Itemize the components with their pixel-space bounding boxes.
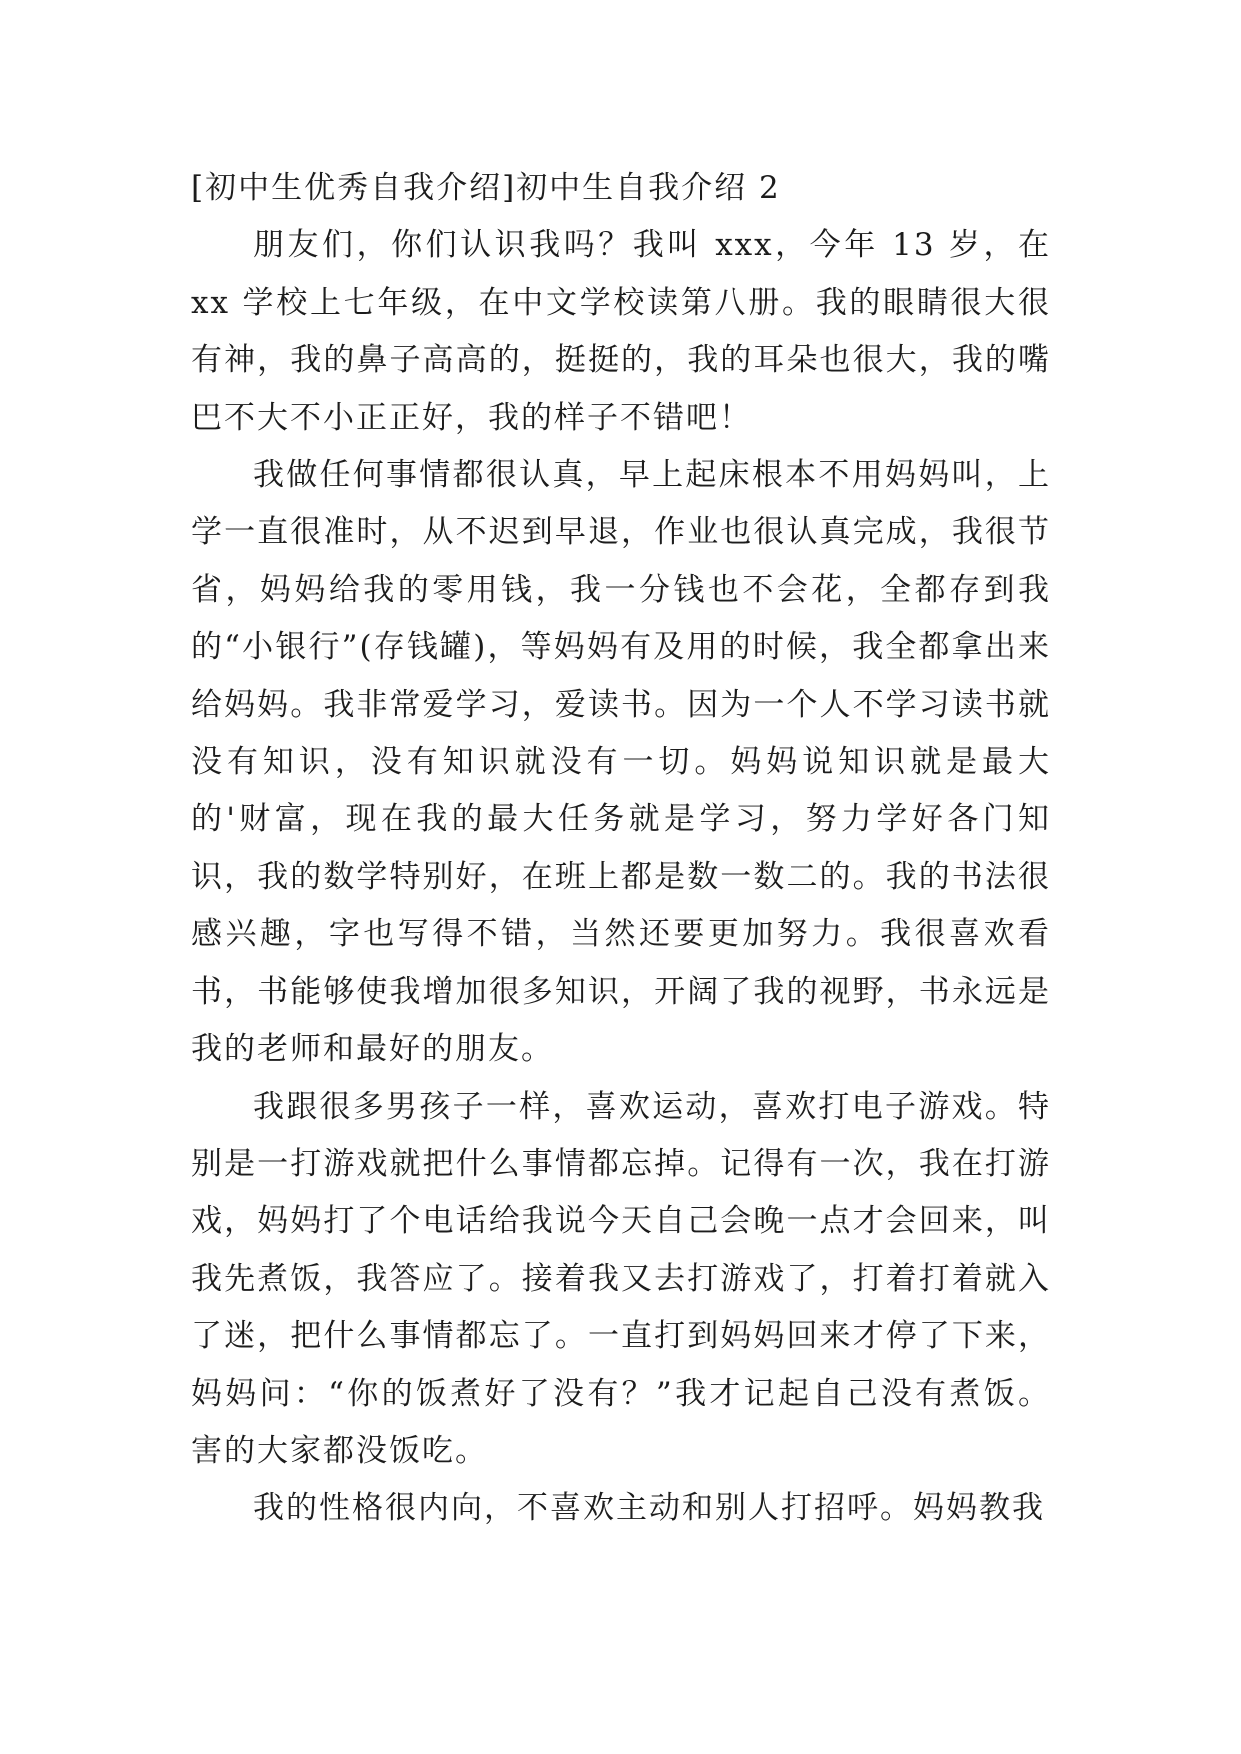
document-body — [191, 160, 1051, 1538]
paragraph-2: 我做任何事情都很认真，早上起床根本不用妈妈叫，上学一直很准时，从不迟到早退，作业也很认真完成，我很节省，妈妈给我的零用钱，我一分钱也不会花，全都存到我的“小银行”(存钱罐)，等妈妈有及用的时候，我全都拿出来给妈妈。我非常爱学习，爱读书。因为一个人不学习读书就没有知识，没有知识就没有一切。妈妈说知识就是最大的'财富，现在我的最大任务就是学习，努力学好各门知识，我的数学特别好，在班上都是数一数二的。我的书法很感兴趣，字也写得不错，当然还要更加努力。我很喜欢看书，书能够使我增加很多知识，开阔了我的视野，书永远是我的老师和最好的朋友。 — [191, 457, 1051, 1068]
paragraph-4: 我的性格很内向，不喜欢主动和别人打招呼。妈妈教我 — [253, 1490, 1045, 1527]
paragraph-1: 朋友们，你们认识我吗？我叫 xxx，今年 13 岁，在 xx 学校上七年级，在中文学校读第八册。我的眼睛很大很有神，我的鼻子高高的，挺挺的，我的耳朵也很大，我的嘴巴不大不小正正好，我的样子不错吧！ — [191, 227, 1051, 436]
document-title: [初中生优秀自我介绍]初中生自我介绍 2 — [191, 170, 781, 206]
paragraph-3: 我跟很多男孩子一样，喜欢运动，喜欢打电子游戏。特别是一打游戏就把什么事情都忘掉。记得有一次，我在打游戏，妈妈打了个电话给我说今天自己会晚一点才会回来，叫我先煮饭，我答应了。接着我又去打游戏了，打着打着就入了迷，把什么事情都忘了。一直打到妈妈回来才停了下来，妈妈问：“你的饭煮好了没有？”我才记起自己没有煮饭。害的大家都没饭吃。 — [191, 1088, 1051, 1469]
